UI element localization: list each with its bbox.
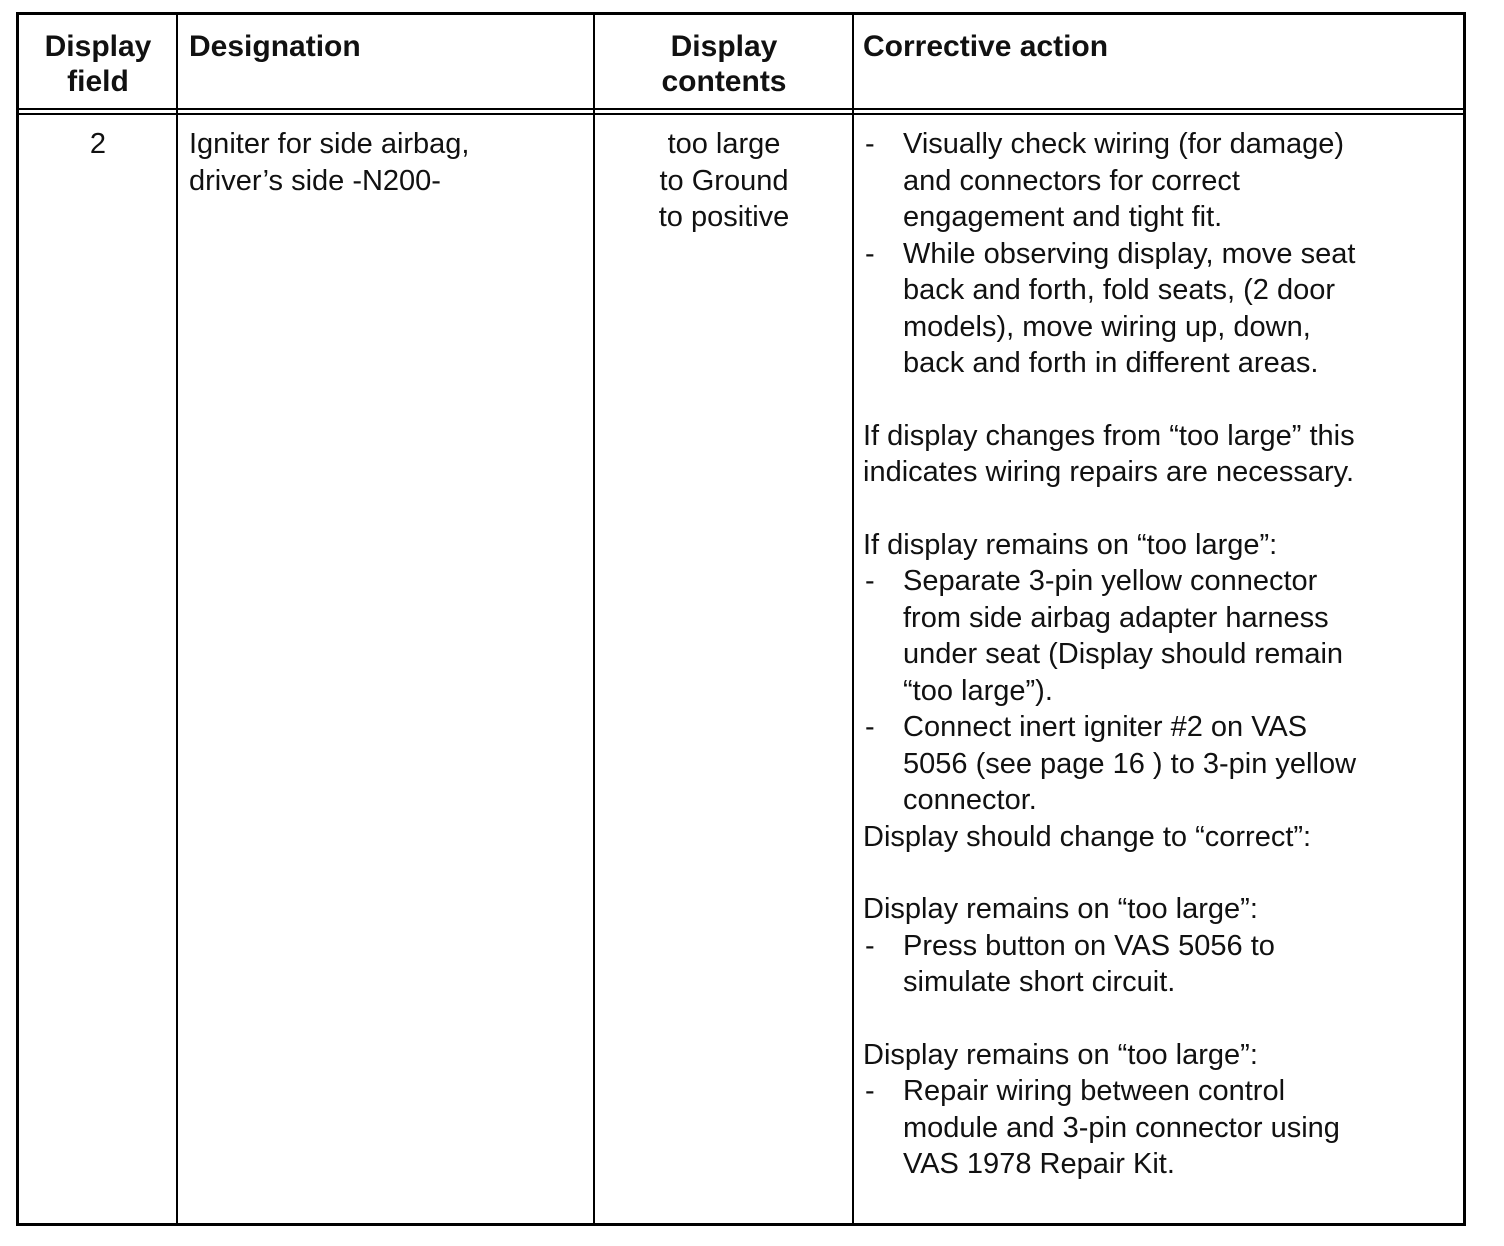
cell-display-contents: too large to Ground to positive — [658, 128, 790, 233]
header-divider — [19, 113, 1463, 115]
list-item: - While observing display, move seat back and forth, fold seats, (2 door models), move wiring up, down, back and forth in different areas. — [865, 237, 1356, 379]
list-item: - Separate 3-pin yellow connector from side airbag adapter harness under seat (Display should remain “too large”). — [865, 565, 1344, 707]
paragraph: If display remains on “too large”: — [863, 528, 1278, 561]
header-designation: Designation — [189, 30, 361, 63]
cell-display-field: 2 — [89, 128, 107, 160]
paragraph: If display changes from “too large” this indicates wiring repairs are necessary. — [863, 419, 1355, 488]
paragraph: Display remains on “too large”: — [863, 893, 1258, 925]
header-display-field: Display field — [44, 30, 152, 98]
header-corrective-action: Corrective action — [863, 30, 1109, 63]
column-divider — [852, 15, 854, 1223]
repair-table — [16, 12, 1466, 1226]
paragraph: Display should change to “correct”: — [863, 820, 1312, 853]
paragraph: Display remains on “too large”: — [863, 1038, 1258, 1071]
list-item: - Repair wiring between control module and 3-pin connector using VAS 1978 Repair Kit. — [865, 1075, 1340, 1180]
column-divider — [176, 15, 178, 1223]
list-item: - Connect inert igniter #2 on VAS 5056 (see page 16 ) to 3-pin yellow connector. — [865, 711, 1357, 816]
list-item: - Press button on VAS 5056 to simulate short circuit. — [865, 929, 1275, 998]
column-divider — [593, 15, 595, 1223]
cell-designation: Igniter for side airbag, driver’s side -N200- — [189, 128, 470, 197]
cell-corrective-action — [863, 126, 1463, 1183]
header-display-contents: Display contents — [661, 30, 787, 98]
header-divider — [19, 108, 1463, 110]
list-item: - Visually check wiring (for damage) and connectors for correct engagement and tight fit. — [865, 128, 1345, 233]
